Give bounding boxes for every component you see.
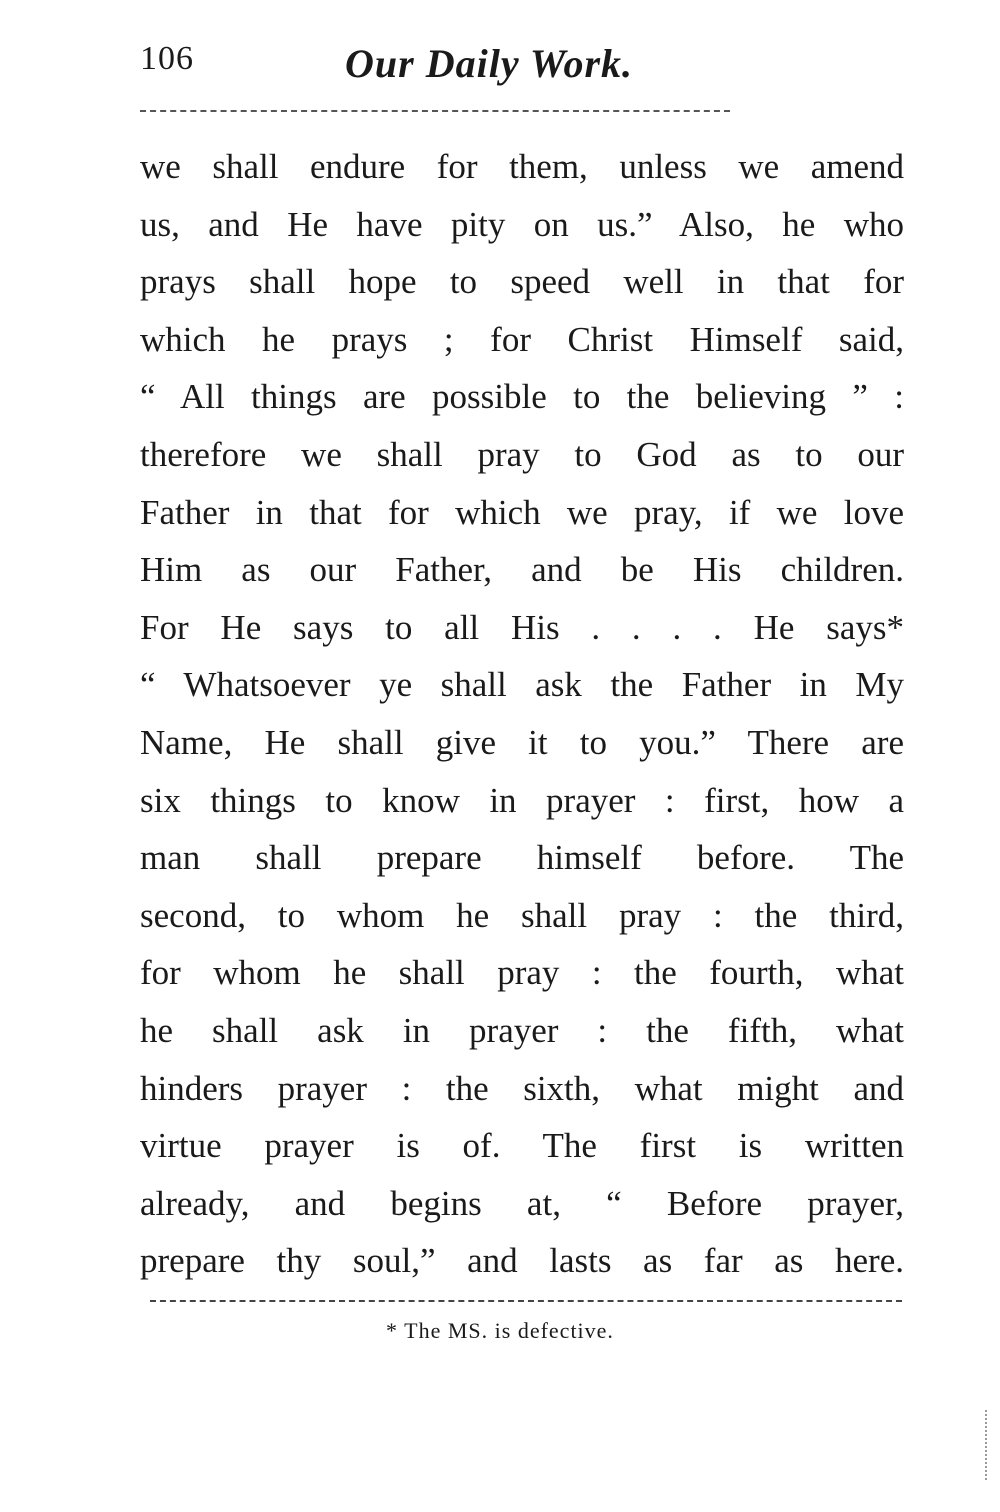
header-rule [140,110,730,112]
text-line: For He says to all His . . . . He says* [140,607,904,647]
footnote-rule [150,1300,902,1302]
page-edge-marks [985,1410,987,1480]
text-line: Him as our Father, and be His children. [140,550,904,590]
body-text [140,138,904,1290]
running-title: Our Daily Work. [345,41,634,86]
text-line: man shall prepare himself before. The [140,838,904,878]
text-line: he shall ask in prayer : the fifth, what [140,1010,904,1050]
text-line: six things to know in prayer : first, how a [140,780,904,820]
text-line: us, and He have pity on us.” Also, he who [140,204,904,244]
page-number: 106 [140,40,194,77]
text-line: already, and begins at, “ Before prayer, [140,1183,904,1223]
text-line: we shall endure for them, unless we amend [140,147,904,186]
text-line: which he prays ; for Christ Himself said, [140,319,904,359]
text-line: second, to whom he shall pray : the third, [140,895,904,935]
text-line: Name, He shall give it to you.” There are [140,722,904,762]
text-line: Father in that for which we pray, if we love [140,492,904,532]
text-line: hinders prayer : the sixth, what might and [140,1068,904,1108]
text-line: virtue prayer is of. The first is written [140,1126,904,1166]
text-line: prays shall hope to speed well in that for [140,262,904,302]
text-line: for whom he shall pray : the fourth, what [140,953,904,993]
text-line: “ Whatsoever ye shall ask the Father in My [140,665,904,705]
text-line: “ All things are possible to the believing ” : [140,377,904,417]
footnote: * The MS. is defective. [386,1318,614,1343]
text-line: therefore we shall pray to God as to our [140,434,904,474]
text-line: prepare thy soul,” and lasts as far as here. [140,1241,904,1281]
